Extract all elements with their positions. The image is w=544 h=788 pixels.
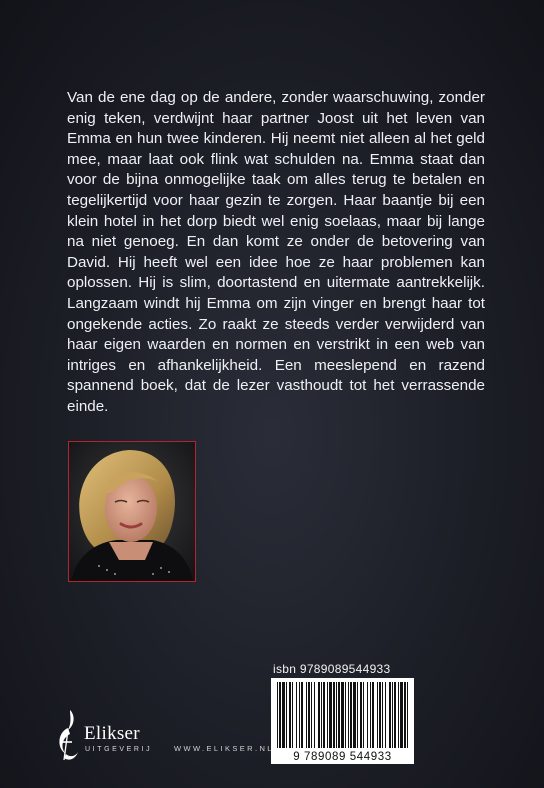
barcode-bars: [271, 678, 414, 750]
publisher-website: WWW.ELIKSER.NL: [174, 744, 274, 753]
back-cover-blurb: Van de ene dag op de andere, zonder waarschuwing, zonder enig teken, verdwijnt haar partner Joost uit het leven van Emma en hun twee kinderen. Hij neemt niet alleen al het geld mee, maar laat ook flink wat schulden na. Emma staat dan voor de bijna onmogelijke taak om alles terug te betalen en tegelijkertijd voor haar gezin te zorgen. Haar baantje bij een klein hotel in het dorp biedt wel enig soelaas, maar bij lange na niet genoeg. En dan komt ze onder de betovering van David. Hij heeft wel een idee hoe ze haar problemen kan oplossen. Hij is slim, doortastend en uitermate aantrekkelijk. Langzaam windt hij Emma om zijn vinger en brengt haar tot ongekende acties. Zo raakt ze steeds verder verwijderd van haar eigen waarden en normen en verstrikt in een web van intriges en afhankelijkheid. Een meeslepend en razend spannend boek, dat de lezer vasthoudt tot het verrassende einde.: [67, 89, 485, 415]
publisher-name: Elikser: [84, 723, 140, 744]
quill-e-logo-icon: [52, 708, 84, 764]
isbn-label: isbn 9789089544933: [273, 662, 391, 676]
barcode-digits: 9 789089 544933: [293, 751, 392, 763]
author-photo: [68, 441, 196, 582]
barcode: [271, 678, 414, 764]
publisher-subtitle: UITGEVERIJ: [85, 746, 153, 753]
publisher-logo: [52, 708, 172, 768]
